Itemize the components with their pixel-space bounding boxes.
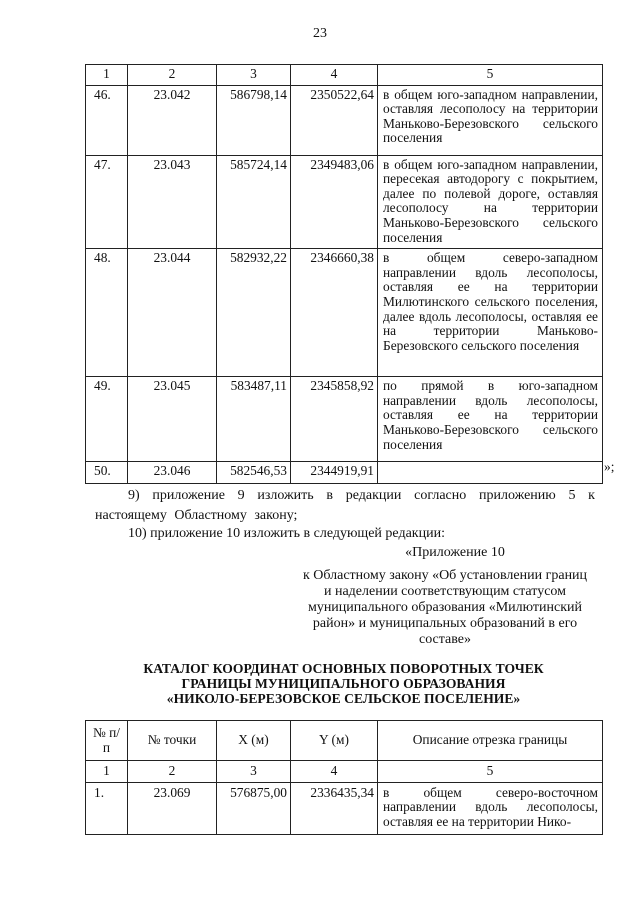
header-cell: X (м) xyxy=(217,721,291,761)
y-coordinate: 2336435,34 xyxy=(291,782,378,834)
row-number: 47. xyxy=(86,155,128,249)
catalog-heading xyxy=(85,661,602,706)
paragraph-item-10: 10) приложение 10 изложить в следующей редакции: xyxy=(128,526,445,541)
point-number: 23.043 xyxy=(128,155,217,249)
header-cell: 4 xyxy=(291,65,378,86)
appendix-reference xyxy=(300,545,590,648)
header-cell: Y (м) xyxy=(291,721,378,761)
table-row xyxy=(86,377,603,462)
table-header-row xyxy=(86,65,603,86)
segment-description: в общем северо-восточном направлении вдоль лесополосы, оставляя ее на территории Нико- xyxy=(378,782,603,834)
row-number: 50. xyxy=(86,462,128,484)
y-coordinate: 2344919,91 xyxy=(291,462,378,484)
column-number: 5 xyxy=(378,761,603,783)
point-number: 23.044 xyxy=(128,249,217,377)
catalog-heading-line: ГРАНИЦЫ МУНИЦИПАЛЬНОГО ОБРАЗОВАНИЯ xyxy=(181,676,506,691)
segment-description: в общем северо-западном направлении вдоль лесополосы, оставляя ее на территории Милютинского сельского поселения, далее вдоль лесополосы, оставляя ее на территории Маньково-Березовского сельского поселения xyxy=(378,249,603,377)
y-coordinate: 2345858,92 xyxy=(291,377,378,462)
header-cell: Описание отрезка границы xyxy=(378,721,603,761)
header-cell: 2 xyxy=(128,65,217,86)
column-number: 2 xyxy=(128,761,217,783)
table-number-row xyxy=(86,761,603,783)
catalog-heading-line: «НИКОЛО-БЕРЕЗОВСКОЕ СЕЛЬСКОЕ ПОСЕЛЕНИЕ» xyxy=(166,691,521,706)
appendix-text: к Областному закону «Об установлении границ и наделении соответствующим статусом муниципального образования «Милютинский район» и муниципальных образований в его составе» xyxy=(302,568,588,647)
y-coordinate: 2346660,38 xyxy=(291,249,378,377)
catalog-heading-line: КАТАЛОГ КООРДИНАТ ОСНОВНЫХ ПОВОРОТНЫХ ТОЧЕК xyxy=(143,661,544,676)
x-coordinate: 586798,14 xyxy=(217,85,291,155)
point-number: 23.045 xyxy=(128,377,217,462)
column-number: 1 xyxy=(86,761,128,783)
table-row xyxy=(86,249,603,377)
header-cell: 5 xyxy=(378,65,603,86)
table-row xyxy=(86,462,603,484)
table-row xyxy=(86,782,603,834)
row-number: 49. xyxy=(86,377,128,462)
table-header-row xyxy=(86,721,603,761)
table-row xyxy=(86,85,603,155)
y-coordinate: 2349483,06 xyxy=(291,155,378,249)
point-number: 23.046 xyxy=(128,462,217,484)
x-coordinate: 582932,22 xyxy=(217,249,291,377)
point-number: 23.042 xyxy=(128,85,217,155)
segment-description xyxy=(378,462,603,484)
closing-quote-mark: »; xyxy=(604,459,615,474)
header-cell: № точки xyxy=(128,721,217,761)
x-coordinate: 583487,11 xyxy=(217,377,291,462)
coordinates-table-continued xyxy=(85,64,603,484)
segment-description: по прямой в юго-западном направлении вдоль лесополосы, оставляя ее на территории Маньково-Березовского сельского поселения xyxy=(378,377,603,462)
point-number: 23.069 xyxy=(128,782,217,834)
coordinates-table xyxy=(85,720,603,835)
segment-description: в общем юго-западном направлении, пересекая автодорогу с покрытием, далее по полевой дороге, оставляя лесополосу на территории Маньково-Березовского сельского поселения xyxy=(378,155,603,249)
segment-description: в общем юго-западном направлении, оставляя лесополосу на территории Маньково-Березовского сельского поселения xyxy=(378,85,603,155)
row-number: 48. xyxy=(86,249,128,377)
appendix-title: «Приложение 10 xyxy=(405,545,505,560)
row-number: 46. xyxy=(86,85,128,155)
row-number: 1. xyxy=(86,782,128,834)
column-number: 3 xyxy=(217,761,291,783)
y-coordinate: 2350522,64 xyxy=(291,85,378,155)
column-number: 4 xyxy=(291,761,378,783)
table-row xyxy=(86,155,603,249)
header-cell: № п/п xyxy=(86,721,128,761)
paragraph-item-9: 9) приложение 9 изложить в редакции согласно приложению 5 к настоящему Областному закону; xyxy=(95,488,595,523)
x-coordinate: 585724,14 xyxy=(217,155,291,249)
header-cell: 3 xyxy=(217,65,291,86)
header-cell: 1 xyxy=(86,65,128,86)
page-number: 23 xyxy=(313,26,327,41)
x-coordinate: 582546,53 xyxy=(217,462,291,484)
x-coordinate: 576875,00 xyxy=(217,782,291,834)
